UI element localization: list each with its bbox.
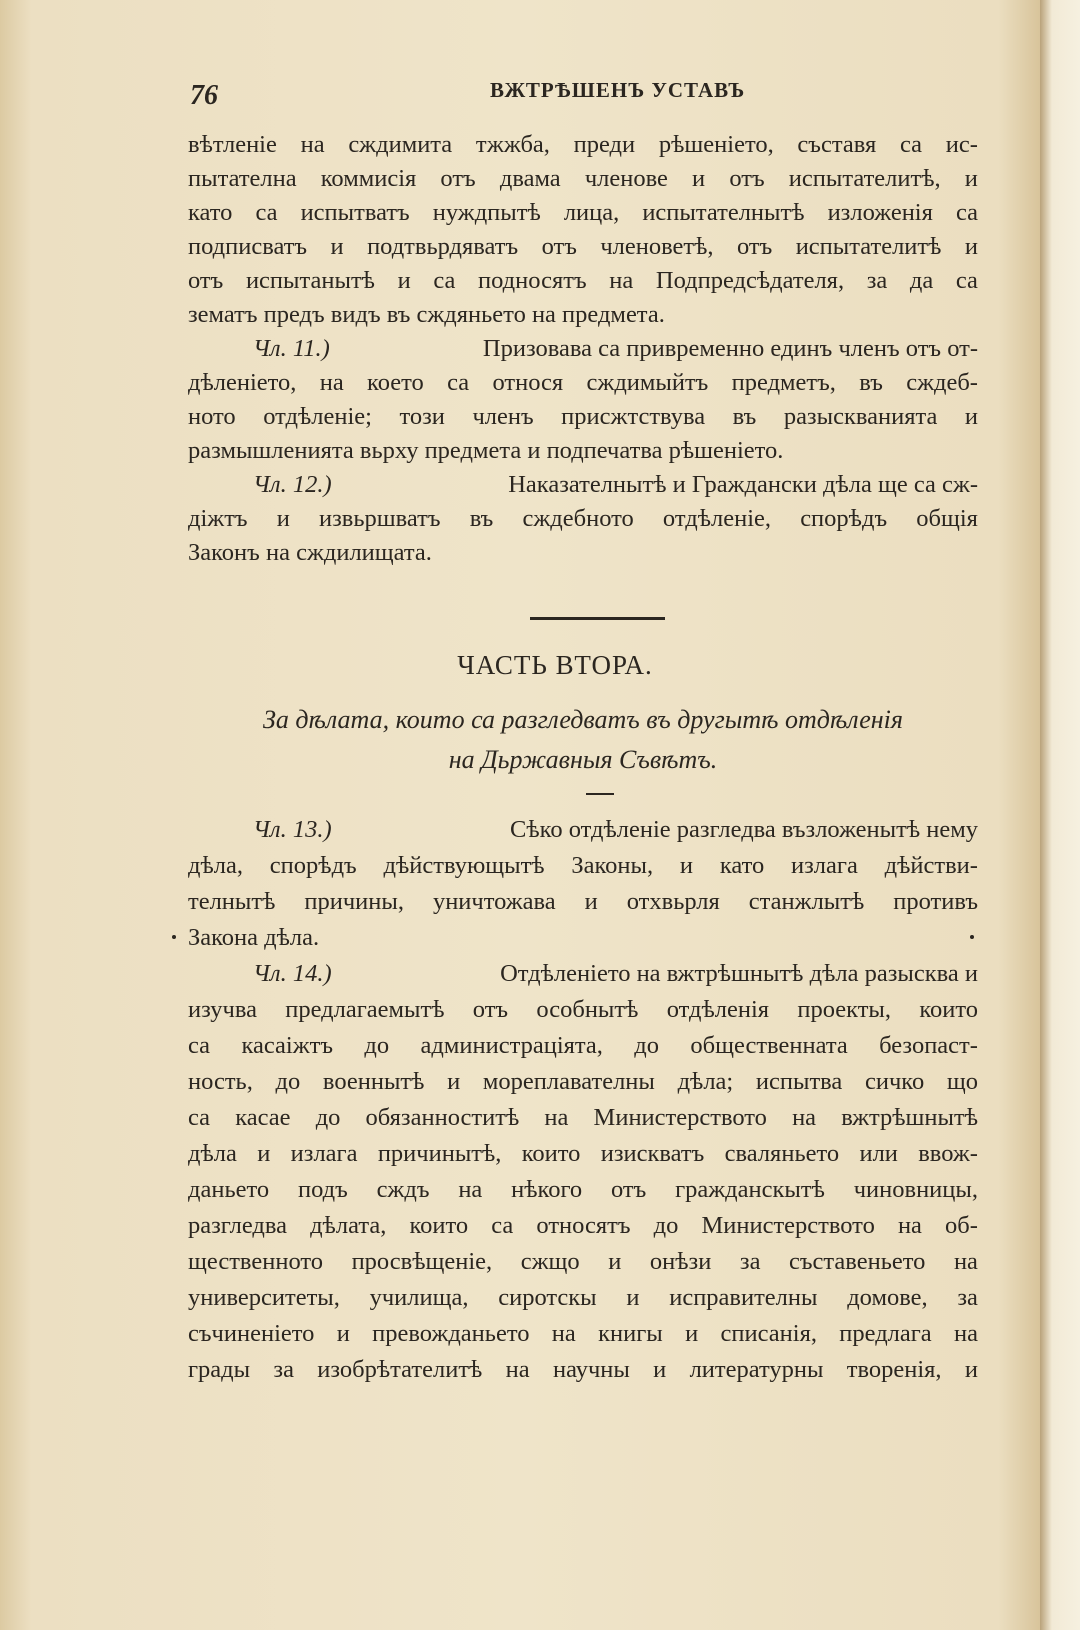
- text-line: са касаiжтъ до администраціята, до общественната безопаст-: [188, 1032, 978, 1059]
- text-line: телнытѣ причины, уничтожава и отхвьрля станжлытѣ противъ: [188, 888, 978, 915]
- text-line: изучва предлагаемытѣ отъ особнытѣ отдѣленія проекты, които: [188, 996, 978, 1023]
- article-13-first-line: [188, 812, 978, 848]
- part-subtitle: [188, 700, 978, 780]
- text-line: Законъ на сждилищата.: [188, 539, 432, 566]
- ink-speck: [172, 935, 176, 939]
- article-13-text: Сѣко отдѣленіе разгледва възложенытѣ нему: [510, 816, 978, 843]
- text-line: вѣтленіе на сждимита тжжба, преди рѣшеніето, съставя са ис-: [188, 131, 978, 158]
- section-1-text: [188, 128, 978, 570]
- text-line: като са испытватъ нуждпытѣ лица, испытателнытѣ изложенія са: [188, 199, 978, 226]
- article-12-text: Наказателнытѣ и Граждански дѣла ще са сж-: [508, 471, 978, 498]
- article-12-first-line: [188, 468, 978, 502]
- part-title: ЧАСТЬ ВТОРА.: [457, 650, 653, 680]
- text-line: съчиненіето и превожданьето на книгы и списанія, предлага на: [188, 1320, 978, 1347]
- section-divider: [530, 617, 665, 620]
- article-14-first-line: [188, 956, 978, 992]
- text-line: дѣла и излага причинытѣ, които изискватъ сваляньето или ввож-: [188, 1140, 978, 1167]
- article-11-text: Призовава са привременно единъ членъ отъ от-: [482, 335, 978, 362]
- page-header: [190, 72, 970, 112]
- text-line: дiжтъ и извьршватъ въ сждебното отдѣленіе, спорѣдъ общія: [188, 505, 978, 532]
- subtitle-line-2: на Дьржавныя Съвѣтъ.: [448, 745, 718, 774]
- article-13-label: Чл. 13.): [253, 816, 332, 843]
- text-line: ность, до военнытѣ и мореплавателны дѣла; испытва сичко що: [188, 1068, 978, 1095]
- text-line: щественното просвѣщеніе, сжщо и онѣзи за съставеньето на: [188, 1248, 978, 1275]
- text-line: отъ испытанытѣ и са подносятъ на Подпредсѣдателя, за да са: [188, 267, 978, 294]
- ink-speck: [970, 935, 974, 939]
- text-line: ното отдѣленіе; този членъ присжтствува въ разыскванията и: [188, 403, 978, 430]
- text-line: зематъ предъ видъ въ сждяньето на предмета.: [188, 301, 665, 328]
- text-line: грады за изобрѣтателитѣ на научны и литературны творенія, и: [188, 1356, 978, 1383]
- subtitle-line-1: За дѣлата, които са разгледватъ въ другытѣ отдѣленія: [263, 705, 903, 734]
- section-2-text: [188, 812, 978, 1388]
- article-14-label: Чл. 14.): [253, 960, 332, 987]
- text-line: дѣленіето, на което са относя сждимыйтъ предметъ, въ сждеб-: [188, 369, 978, 396]
- text-line: даньето подъ сждъ на нѣкого отъ гражданскытѣ чиновницы,: [188, 1176, 978, 1203]
- article-12-label: Чл. 12.): [253, 471, 332, 498]
- text-line: подписватъ и подтвьрдяватъ отъ членоветѣ, отъ испытателитѣ и: [188, 233, 978, 260]
- text-line: дѣла, спорѣдъ дѣйствующытѣ Законы, и като излага дѣйстви-: [188, 852, 978, 879]
- running-title: ВЖТРѢШЕНЪ УСТАВЪ: [490, 78, 746, 102]
- text-line: университеты, училища, сиротскы и исправителны домове, за: [188, 1284, 978, 1311]
- article-11-label: Чл. 11.): [253, 335, 330, 362]
- text-line: разгледва дѣлата, които са относятъ до Министерството на об-: [188, 1212, 978, 1239]
- page-number: 76: [190, 80, 218, 111]
- text-line: размышленията вьрху предмета и подпечатва рѣшеніето.: [188, 437, 784, 464]
- page-edge: [1040, 0, 1080, 1630]
- short-divider: [586, 793, 614, 795]
- text-line: са касае до обязанноститѣ на Министерството на вжтрѣшнытѣ: [188, 1104, 978, 1131]
- text-line: пытателна коммисія отъ двама членове и отъ испытателитѣ, и: [188, 165, 978, 192]
- text-line: Закона дѣла.: [188, 924, 320, 951]
- article-11-first-line: [188, 332, 978, 366]
- article-14-text: Отдѣленіето на вжтрѣшнытѣ дѣла разысква и: [500, 960, 978, 987]
